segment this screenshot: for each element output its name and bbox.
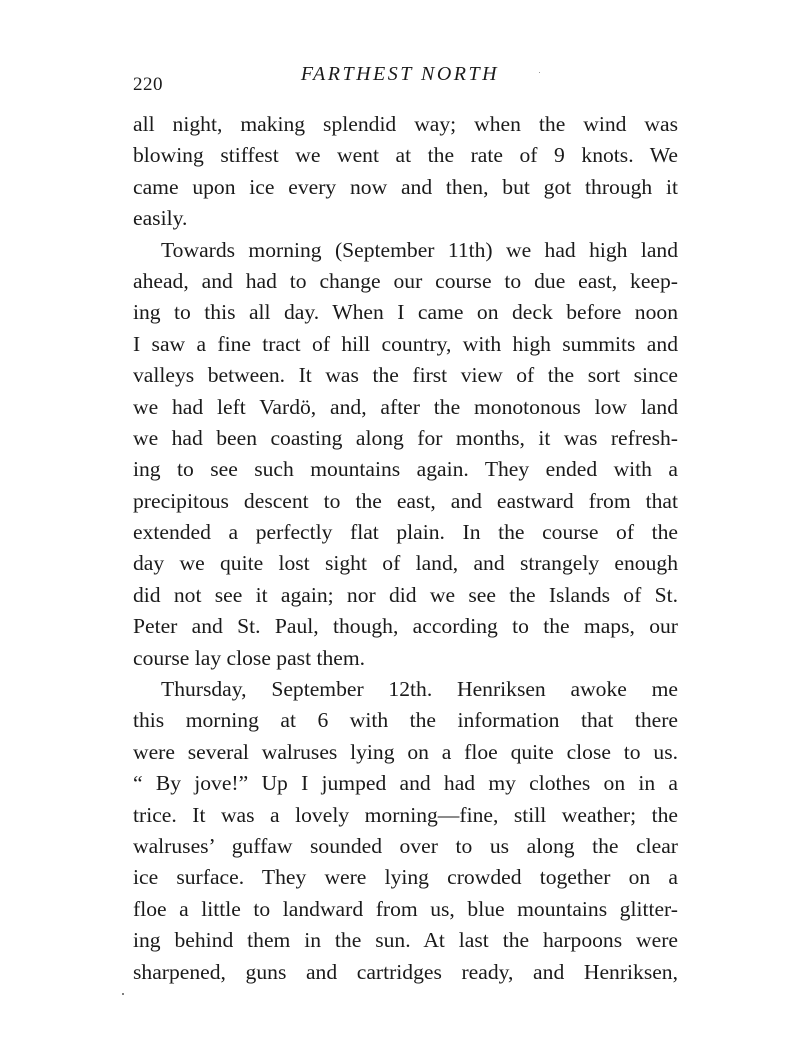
text-line: day we quite lost sight of land, and strangely enough <box>133 551 678 576</box>
text-line: extended a perfectly flat plain. In the course of the <box>133 520 678 545</box>
text-line: floe a little to landward from us, blue mountains glitter- <box>133 896 678 921</box>
text-line: precipitous descent to the east, and eastward from that <box>133 488 678 513</box>
text-line: we had left Vardö, and, after the monotonous low land <box>133 394 678 419</box>
body-text <box>133 109 678 988</box>
text-line: “ By jove!” Up I jumped and had my clothes on in a <box>133 771 678 796</box>
text-line: ing to see such mountains again. They ended with a <box>133 457 678 482</box>
text-line: Peter and St. Paul, though, according to the maps, our <box>133 614 678 639</box>
text-line: all night, making splendid way; when the wind was <box>133 112 678 136</box>
text-line: came upon ice every now and then, but got through it <box>133 174 678 199</box>
text-line: Towards morning (September 11th) we had high land <box>161 237 678 262</box>
text-line: ahead, and had to change our course to due east, keep- <box>133 268 678 293</box>
text-line: ing behind them in the sun. At last the harpoons were <box>133 928 678 953</box>
text-line: were several walruses lying on a floe quite close to us. <box>133 739 678 764</box>
text-line: Thursday, September 12th. Henriksen awoke me <box>161 677 678 702</box>
text-line: did not see it again; nor did we see the Islands of St. <box>133 582 678 607</box>
text-line: ice surface. They were lying crowded together on a <box>133 865 678 890</box>
page-number: 220 <box>133 74 163 95</box>
text-line: easily. <box>133 206 188 231</box>
text-line: we had been coasting along for months, it was refresh- <box>133 425 678 450</box>
text-line: valleys between. It was the first view of the sort since <box>133 363 678 388</box>
text-line: I saw a fine tract of hill country, with high summits and <box>133 331 678 356</box>
running-title: FARTHEST NORTH <box>300 63 500 85</box>
text-line: trice. It was a lovely morning—fine, still weather; the <box>133 802 678 827</box>
text-line: blowing stiffest we went at the rate of 9 knots. We <box>133 143 678 168</box>
paper-speck <box>539 72 540 73</box>
text-line: sharpened, guns and cartridges ready, and Henriksen, <box>133 959 678 984</box>
text-line: this morning at 6 with the information that there <box>133 708 678 733</box>
paper-speck <box>122 993 124 995</box>
text-line: ing to this all day. When I came on deck before noon <box>133 300 678 325</box>
text-line: walruses’ guffaw sounded over to us along the clear <box>133 833 678 858</box>
text-line: course lay close past them. <box>133 645 366 670</box>
